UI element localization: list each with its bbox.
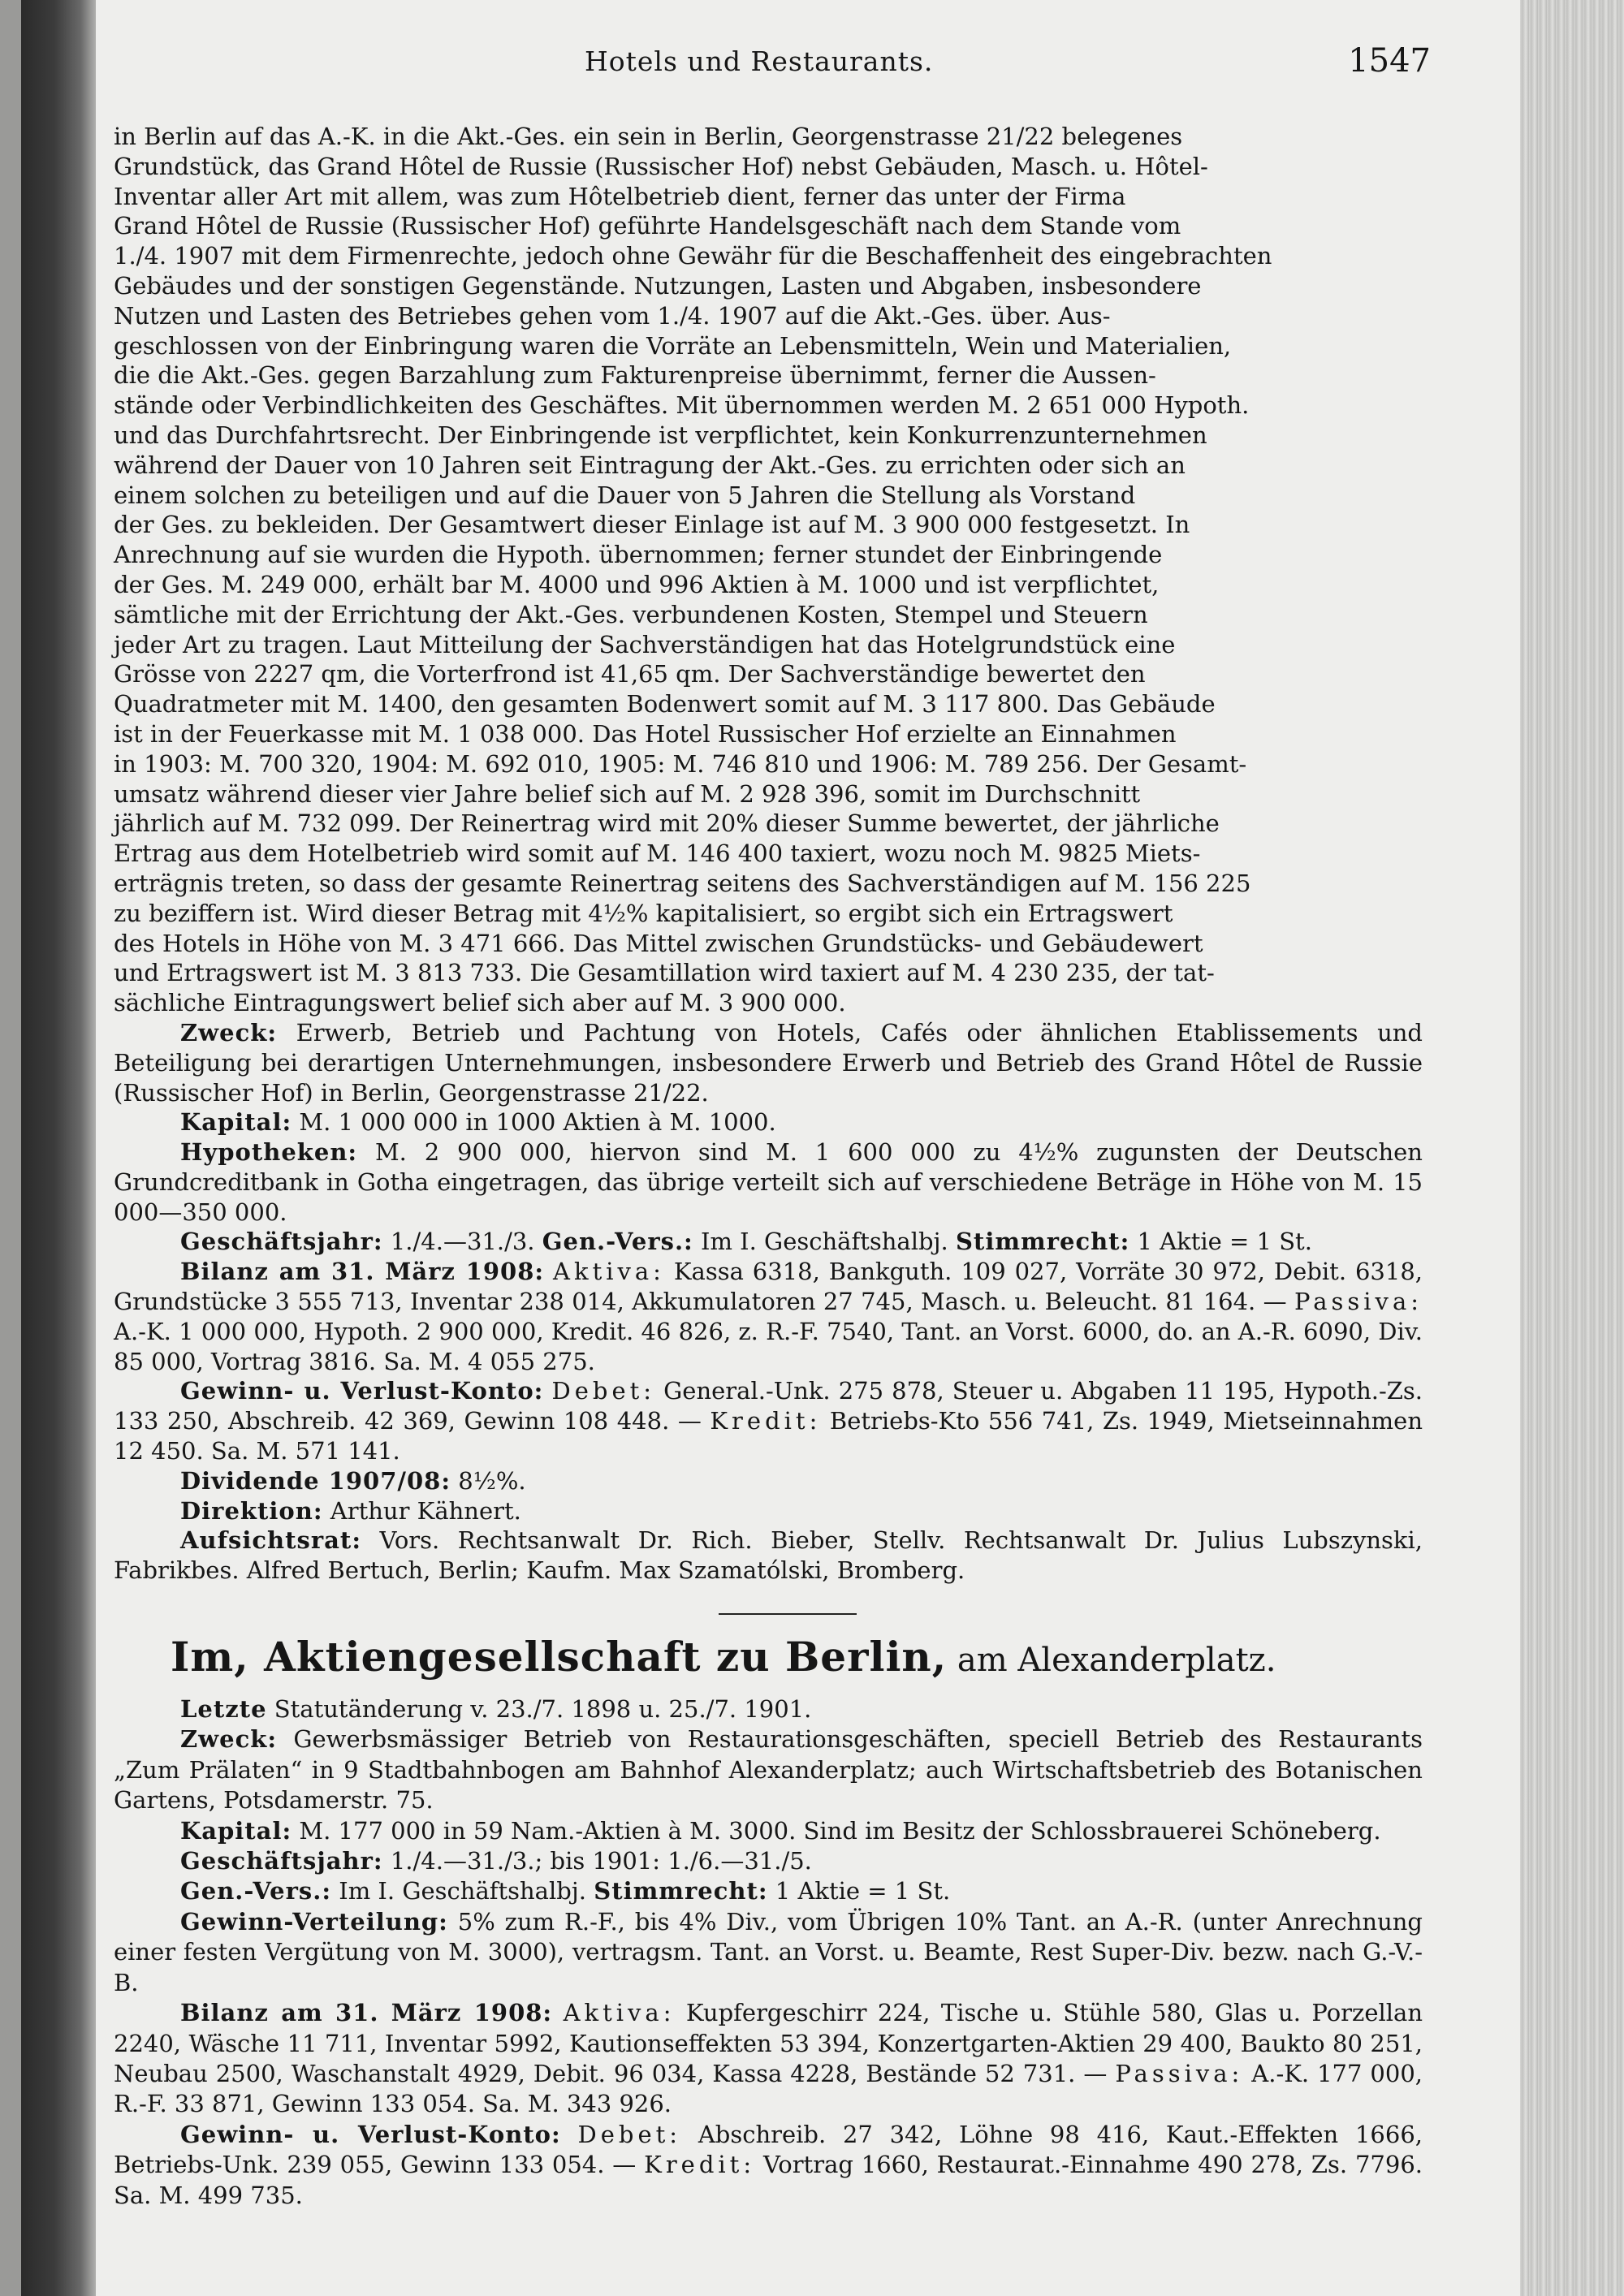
zweck-entry	[114, 1724, 1423, 1815]
gewinn-verlust-label: Gewinn- u. Verlust-Konto:	[180, 1377, 544, 1405]
text-line: die die Akt.-Ges. gegen Barzahlung zum Fakturenpreise übernimmt, ferner die Aussen-	[114, 361, 1156, 390]
text-line: 1./4. 1907 mit dem Firmenrechte, jedoch ohne Gewähr für die Beschaffenheit des eingebrachten	[114, 242, 1272, 270]
zweck-entry	[114, 1018, 1423, 1107]
aufsichtsrat-entry	[114, 1526, 1423, 1586]
text-line: Inventar aller Art mit allem, was zum Hôtelbetrieb dient, ferner das unter der Firma	[114, 182, 1126, 210]
page-text	[114, 122, 1423, 2211]
bilanz-entry	[114, 1257, 1423, 1376]
aktiva-label: Aktiva:	[563, 1999, 676, 2027]
kapital-text: M. 1 000 000 in 1000 Aktien à M. 1000.	[292, 1108, 776, 1137]
zweck-label: Zweck:	[180, 1725, 278, 1754]
running-head	[106, 42, 1431, 86]
passiva-label: Passiva:	[1294, 1288, 1423, 1316]
geschaeftsjahr-text: 1./4.—31./3.	[382, 1228, 535, 1256]
zweck-label: Zweck:	[180, 1018, 278, 1047]
passiva-label: Passiva:	[1115, 2059, 1244, 2087]
debet-text: Abschreib. 27 342, Löhne 98 416, Kaut.-Effekten 1666, Betriebs-Unk. 239 055, Gewinn 133 054. —	[114, 2120, 1423, 2179]
page	[106, 0, 1520, 2296]
statut-entry	[114, 1694, 1423, 1724]
aktiva-text: Kassa 6318, Bankguth. 109 027, Vorräte 30 972, Debit. 6318, Grundstücke 3 555 713, Inventar 238 014, Akkumulatoren 27 745, Masch. u. Beleucht. 81 164. —	[114, 1258, 1423, 1316]
text-line: in 1903: M. 700 320, 1904: M. 692 010, 1905: M. 746 810 und 1906: M. 789 256. Der Gesamt-	[114, 749, 1247, 778]
direktion-text: Arthur Kähnert.	[322, 1496, 521, 1525]
kredit-label: Kredit:	[710, 1407, 822, 1435]
bilanz-entry	[114, 1998, 1423, 2120]
text-line: der Ges. zu bekleiden. Der Gesamtwert dieser Einlage ist auf M. 3 900 000 festgesetzt. In	[114, 511, 1190, 539]
einbringung-paragraph	[114, 122, 1423, 1018]
text-line: Quadratmeter mit M. 1400, den gesamten Bodenwert somit auf M. 3 117 800. Das Gebäude	[114, 690, 1216, 719]
section-hotel-de-russie	[114, 122, 1423, 1586]
text-line: Nutzen und Lasten des Betriebes gehen vom 1./4. 1907 auf die Akt.-Ges. über. Aus-	[114, 301, 1111, 330]
kapital-entry	[114, 1816, 1423, 1846]
debet-text: General.-Unk. 275 878, Steuer u. Abgaben 11 195, Hypoth.-Zs. 133 250, Abschreib. 42 369, Gewinn 108 448. —	[114, 1377, 1423, 1435]
hypotheken-entry	[114, 1137, 1423, 1227]
gewinn-verteilung-label: Gewinn-Verteilung:	[180, 1907, 448, 1936]
gewinn-verlust-entry	[114, 2120, 1423, 2211]
dividende-label: Dividende 1907/08:	[180, 1466, 451, 1495]
direktion-label: Direktion:	[180, 1496, 323, 1525]
company-location: am Alexanderplatz.	[947, 1642, 1276, 1680]
page-edge-stack	[1520, 0, 1624, 2296]
text-line: Anrechnung auf sie wurden die Hypoth. übernommen; ferner stundet der Einbringende	[114, 541, 1163, 569]
bilanz-label: Bilanz am 31. März 1908:	[180, 1999, 553, 2027]
kredit-label: Kredit:	[644, 2151, 756, 2179]
aktiva-text: Kupfergeschirr 224, Tische u. Stühle 580, Glas u. Porzellan 2240, Wäsche 11 711, Inventar 5992, Kautionseffekten 53 394, Konzertgarten-Aktien 29 400, Baukto 80 251, Neubau 2500, Waschanstalt 4929, Debit. 96 034, Kassa 4228, Bestände 52 731. —	[114, 1999, 1423, 2087]
gewinn-verteilung-text: 5% zum R.-F., bis 4% Div., vom Übrigen 10% Tant. an A.-R. (unter Anrechnung einer festen Vergütung von M. 3000), vertragsm. Tant. an Vorst. u. Beamte, Rest Super-Div. bezw. nach G.-V.-B.	[114, 1907, 1423, 1996]
kapital-entry	[114, 1107, 1423, 1137]
kredit-text: Betriebs-Kto 556 741, Zs. 1949, Mietseinnahmen 12 450. Sa. M. 571 141.	[114, 1407, 1423, 1465]
text-line: in Berlin auf das A.-K. in die Akt.-Ges. ein sein in Berlin, Georgenstrasse 21/22 belegenes	[114, 123, 1183, 150]
stimmrecht-text: 1 Aktie = 1 St.	[1129, 1228, 1312, 1256]
text-line: erträgnis treten, so dass der gesamte Reinertrag seitens des Sachverständigen auf M. 156 225	[114, 869, 1251, 897]
gen-vers-label: Gen.-Vers.:	[542, 1228, 693, 1256]
text-line: zu beziffern ist. Wird dieser Betrag mit 4½% kapitalisiert, so ergibt sich ein Ertragswert	[114, 899, 1173, 927]
dividende-text: 8½%.	[451, 1466, 526, 1495]
text-line: geschlossen von der Einbringung waren die Vorräte an Lebensmitteln, Wein und Materialien,	[114, 331, 1232, 360]
book-binding-shadow	[21, 0, 96, 2296]
zweck-text: Erwerb, Betrieb und Pachtung von Hotels, Cafés oder ähnlichen Etablissements und Beteiligung bei derartigen Unternehmungen, insbesondere Erwerb und Betrieb des Grand Hôtel de Russie (Russischer Hof) in Berlin, Georgenstrasse 21/22.	[114, 1018, 1423, 1107]
text-line: einem solchen zu beteiligen und auf die Dauer von 5 Jahren die Stellung als Vorstand	[114, 481, 1136, 509]
text-line: und Ertragswert ist M. 3 813 733. Die Gesamtillation wird taxiert auf M. 4 230 235, der tat-	[114, 959, 1215, 987]
letzte-text: Statutänderung v. 23./7. 1898 u. 25./7. 1901.	[266, 1695, 812, 1724]
text-line: umsatz während dieser vier Jahre belief sich auf M. 2 928 396, somit im Durchschnitt	[114, 779, 1141, 808]
hypotheken-text: M. 2 900 000, hiervon sind M. 1 600 000 zu 4½% zugunsten der Deutschen Grundcreditbank in Gotha eingetragen, das übrige verteilt sich auf verschiedene Beträge in Höhe von M. 15 000—350 000.	[114, 1138, 1423, 1226]
scan-margin	[0, 0, 21, 2296]
section-alexanderplatz	[114, 1633, 1423, 2211]
aufsichtsrat-text: Vors. Rechtsanwalt Dr. Rich. Bieber, Stellv. Rechtsanwalt Dr. Julius Lubszynski, Fabrikbes. Alfred Bertuch, Berlin; Kaufm. Max Szamatólski, Bromberg.	[114, 1526, 1423, 1585]
text-line: der Ges. M. 249 000, erhält bar M. 4000 und 996 Aktien à M. 1000 und ist verpflichtet,	[114, 570, 1160, 598]
section-divider	[719, 1613, 857, 1615]
text-line: jährlich auf M. 732 099. Der Reinertrag wird mit 20% dieser Summe bewertet, der jährliche	[114, 809, 1220, 838]
geschaeftsjahr-entry	[114, 1227, 1423, 1257]
text-line: Gebäudes und der sonstigen Gegenstände. Nutzungen, Lasten und Abgaben, insbesondere	[114, 271, 1202, 300]
running-head-title: Hotels und Restaurants.	[585, 45, 934, 77]
company-heading	[114, 1633, 1423, 1685]
aktiva-label: Aktiva:	[553, 1258, 665, 1286]
kredit-text: Vortrag 1660, Restaurat.-Einnahme 490 278, Zs. 7796. Sa. M. 499 735.	[114, 2151, 1423, 2209]
debet-label: Debet:	[577, 2120, 682, 2148]
geschaeftsjahr-entry	[114, 1846, 1423, 1876]
dividende-entry	[114, 1466, 1423, 1496]
text-line: stände oder Verbindlichkeiten des Geschäftes. Mit übernommen werden M. 2 651 000 Hypoth.	[114, 391, 1250, 420]
geschaeftsjahr-label: Geschäftsjahr:	[180, 1228, 383, 1256]
hypotheken-label: Hypotheken:	[180, 1138, 358, 1167]
stimmrecht-text: 1 Aktie = 1 St.	[767, 1877, 951, 1905]
text-line: Grand Hôtel de Russie (Russischer Hof) geführte Handelsgeschäft nach dem Stande vom	[114, 212, 1181, 240]
text-line: sächliche Eintragungswert belief sich aber auf M. 3 900 000.	[114, 989, 846, 1017]
gen-vers-entry	[114, 1876, 1423, 1906]
page-number: 1547	[1348, 42, 1431, 80]
kapital-text: M. 177 000 in 59 Nam.-Aktien à M. 3000. Sind im Besitz der Schlossbrauerei Schöneberg.	[292, 1816, 1381, 1845]
text-line: sämtliche mit der Errichtung der Akt.-Ges. verbundenen Kosten, Stempel und Steuern	[114, 600, 1148, 628]
kapital-label: Kapital:	[180, 1108, 292, 1137]
gewinn-verteilung-entry	[114, 1907, 1423, 1998]
company-name: Im, Aktiengesellschaft zu Berlin,	[171, 1633, 948, 1681]
geschaeftsjahr-text: 1./4.—31./3.; bis 1901: 1./6.—31./5.	[382, 1847, 812, 1875]
text-line: Ertrag aus dem Hotelbetrieb wird somit auf M. 146 400 taxiert, wozu noch M. 9825 Miets-	[114, 839, 1201, 868]
passiva-text: A.-K. 1 000 000, Hypoth. 2 900 000, Kredit. 46 826, z. R.-F. 7540, Tant. an Vorst. 6000, do. an A.-R. 6090, Div. 85 000, Vortrag 3816. Sa. M. 4 055 275.	[114, 1317, 1423, 1375]
bilanz-label: Bilanz am 31. März 1908:	[180, 1258, 545, 1286]
direktion-entry	[114, 1496, 1423, 1526]
stimmrecht-label: Stimmrecht:	[594, 1877, 768, 1905]
kapital-label: Kapital:	[180, 1816, 292, 1845]
gen-vers-text: Im I. Geschäftshalbj.	[693, 1228, 948, 1256]
gen-vers-text: Im I. Geschäftshalbj.	[331, 1877, 587, 1905]
text-line: jeder Art zu tragen. Laut Mitteilung der Sachverständigen hat das Hotelgrundstück eine	[114, 630, 1176, 658]
text-line: des Hotels in Höhe von M. 3 471 666. Das Mittel zwischen Grundstücks- und Gebäudewert	[114, 929, 1203, 957]
geschaeftsjahr-label: Geschäftsjahr:	[180, 1847, 383, 1875]
stimmrecht-label: Stimmrecht:	[955, 1228, 1130, 1256]
text-line: Grösse von 2227 qm, die Vorterfrond ist 41,65 qm. Der Sachverständige bewertet den	[114, 660, 1146, 688]
text-line: Grundstück, das Grand Hôtel de Russie (Russischer Hof) nebst Gebäuden, Masch. u. Hôtel-	[114, 152, 1208, 180]
passiva-text: A.-K. 177 000, R.-F. 33 871, Gewinn 133 054. Sa. M. 343 926.	[114, 2059, 1423, 2118]
gewinn-verlust-label: Gewinn- u. Verlust-Konto:	[180, 2120, 561, 2148]
aufsichtsrat-label: Aufsichtsrat:	[180, 1526, 362, 1555]
text-line: während der Dauer von 10 Jahren seit Eintragung der Akt.-Ges. zu errichten oder sich an	[114, 451, 1186, 479]
text-line: ist in der Feuerkasse mit M. 1 038 000. Das Hotel Russischer Hof erzielte an Einnahmen	[114, 719, 1177, 748]
gewinn-verlust-entry	[114, 1376, 1423, 1465]
gen-vers-label: Gen.-Vers.:	[180, 1877, 332, 1905]
text-line: und das Durchfahrtsrecht. Der Einbringende ist verpflichtet, kein Konkurrenzunternehmen	[114, 421, 1207, 449]
letzte-label: Letzte	[180, 1695, 267, 1724]
zweck-text: Gewerbsmässiger Betrieb von Restaurationsgeschäften, speciell Betrieb des Restaurants „Zum Prälaten“ in 9 Stadtbahnbogen am Bahnhof Alexanderplatz; auch Wirtschaftsbetrieb des Botanischen Gartens, Potsdamerstr. 75.	[114, 1725, 1423, 1815]
debet-label: Debet:	[551, 1377, 656, 1405]
